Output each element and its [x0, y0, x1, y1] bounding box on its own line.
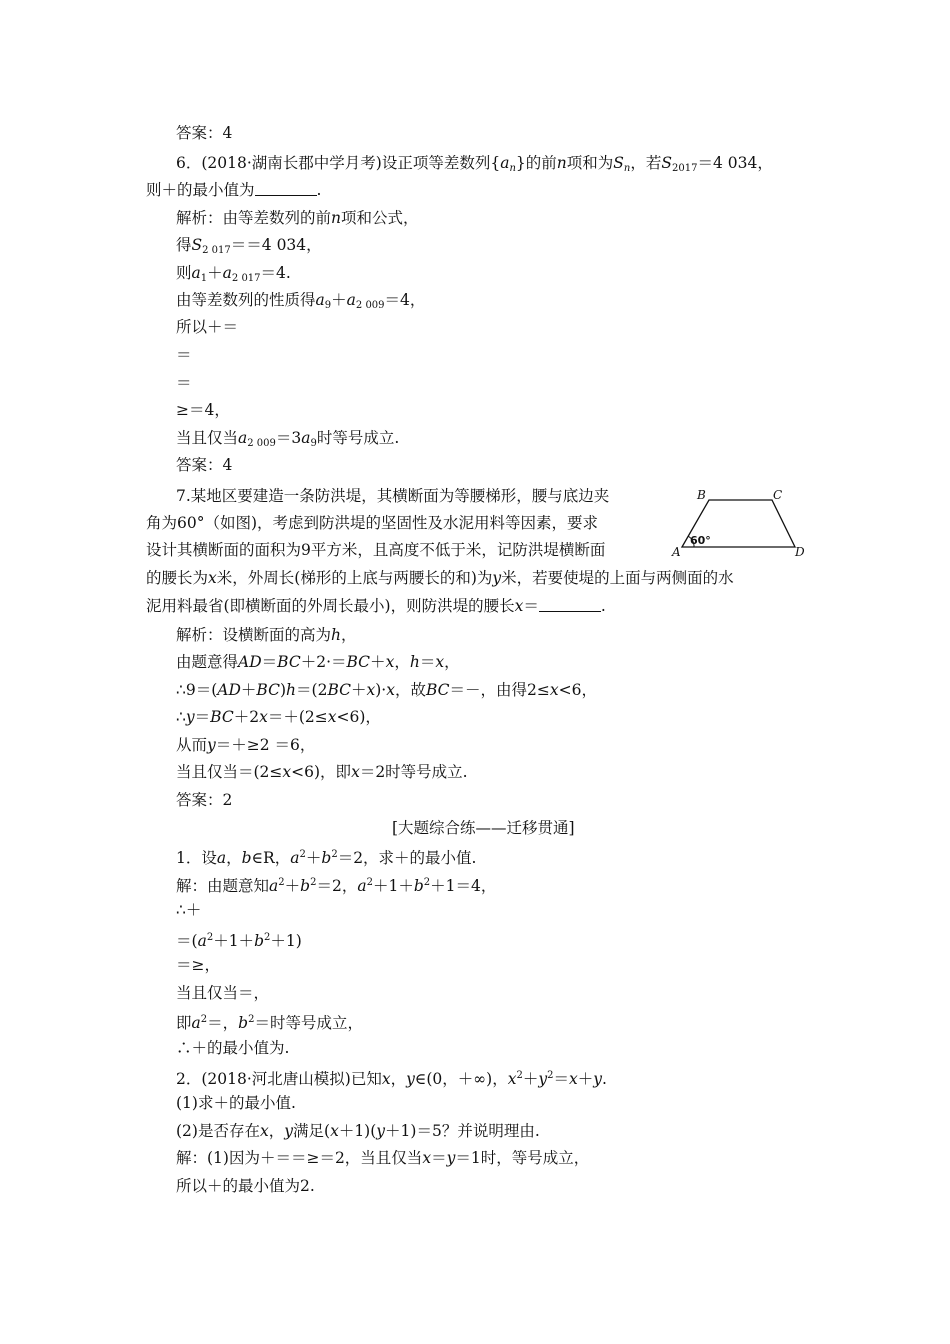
solution-line: ＝≥， [176, 956, 220, 974]
solution-line: ≥＝4， [176, 401, 230, 419]
solution-line: 即$a^2=$，$b^2=$时等号成立， [176, 1014, 363, 1032]
vertex-label-c: C [773, 488, 783, 502]
solution-line: 解析：设横断面的高为h， [176, 626, 357, 644]
vertex-label-d: D [795, 545, 805, 559]
trapezoid-diagram [668, 486, 814, 560]
solution-line: $=(a^2+1+b^2+1)$ [176, 932, 302, 950]
solution-line: 所以＋＝ [176, 318, 239, 336]
solution-line: 当且仅当$a_{2 009}=3a_9$时等号成立. [176, 429, 400, 449]
solution-line: 从而y＝＋≥2 ＝6， [176, 736, 316, 754]
problem-1-statement: 1．设a，b∈R，$a^2+b^2=2$，求＋的最小值. [176, 849, 477, 867]
problem-6-question: 则＋的最小值为 . [146, 181, 322, 199]
answer-line: 答案：4 [176, 456, 233, 474]
solution-line: 解：(1)因为＋＝＝≥＝2，当且仅当x＝y＝1时，等号成立， [176, 1149, 590, 1167]
solution-line: 当且仅当＝， [176, 984, 270, 1002]
problem-2-part-2: (2)是否存在x，y满足(x＋1)(y＋1)＝5？并说明理由. [176, 1122, 540, 1140]
solution-line: ∴＋ [176, 901, 202, 919]
solution-line: 得$S_{2 017}==4$ 034， [176, 236, 322, 256]
solution-line: ∴＋的最小值为. [176, 1039, 290, 1057]
problem-7-statement: 设计其横断面的面积为9平方米，且高度不低于米，记防洪堤横断面 [146, 541, 606, 559]
answer-line: 答案：4 [176, 124, 233, 142]
answer-blank [255, 181, 317, 196]
solution-line: 由题意得AD＝BC＋2·＝BC＋x，h＝x， [176, 653, 460, 671]
solution-line: ∴9＝(AD＋BC)h＝(2BC＋x)·x，故BC＝－，由得2≤x<6， [176, 681, 598, 699]
solution-line: ＝ [176, 374, 192, 392]
solution-line: ∴y＝BC＋2x＝＋(2≤x<6)， [176, 708, 381, 726]
solution-line: 解析：由等差数列的前n项和公式， [176, 209, 419, 227]
section-heading: [大题综合练——迁移贯通] [392, 819, 575, 837]
problem-7-statement: 7.某地区要建造一条防洪堤，其横断面为等腰梯形，腰与底边夹 [176, 487, 610, 505]
problem-7-question: 泥用料最省(即横断面的外周长最小)，则防洪堤的腰长x＝ . [146, 597, 606, 615]
problem-2-statement: 2．(2018·河北唐山模拟)已知x，y∈(0，＋∞)，$x^2+y^2=x+y$. [176, 1070, 607, 1088]
vertex-label-a: A [672, 545, 681, 559]
solution-line: ＝ [176, 346, 192, 364]
angle-label: 60° [690, 534, 711, 547]
answer-blank [539, 597, 601, 612]
solution-line: 当且仅当＝(2≤x<6)，即x＝2时等号成立. [176, 763, 468, 781]
solution-line: 则$a_1+a_{2 017}=4$. [176, 264, 291, 284]
problem-7-statement: 角为60°（如图)，考虑到防洪堤的坚固性及水泥用料等因素，要求 [146, 514, 599, 532]
trapezoid-figure [668, 486, 814, 560]
problem-2-part-1: (1)求＋的最小值. [176, 1094, 296, 1112]
vertex-label-b: B [697, 488, 706, 502]
problem-7-statement: 的腰长为x米，外周长(梯形的上底与两腰长的和)为y米，若要使堤的上面与两侧面的水 [146, 569, 734, 587]
solution-line: 解：由题意知$a^2+b^2=2$，$a^2+1+b^2+1=4$， [176, 877, 497, 895]
solution-line: 所以＋的最小值为2. [176, 1177, 315, 1195]
answer-line: 答案：2 [176, 791, 233, 809]
solution-line: 由等差数列的性质得$a_9+a_{2 009}=4$， [176, 291, 426, 311]
problem-6-statement: 6．(2018·湖南长郡中学月考)设正项等差数列$\{a_n\}$的前n项和为$S_n$，若$S_{2017}=4$ 034， [176, 154, 773, 174]
